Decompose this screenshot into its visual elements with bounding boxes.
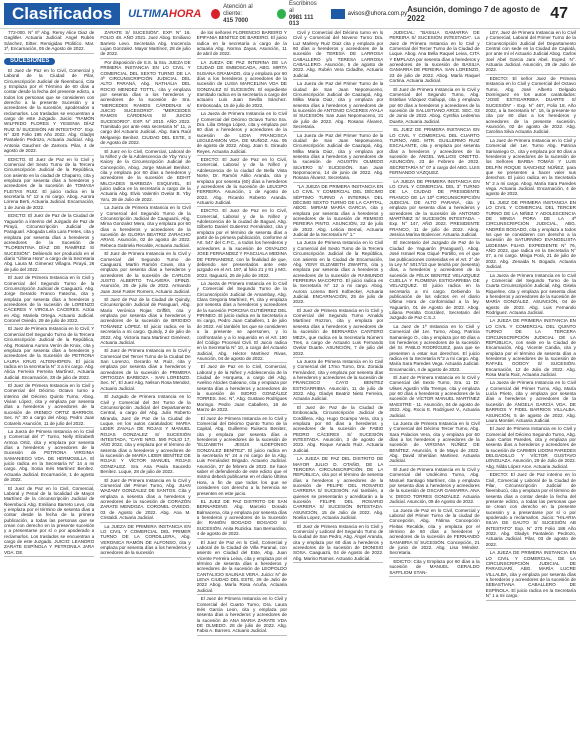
notice-divider bbox=[293, 306, 383, 307]
notice-divider bbox=[100, 346, 190, 347]
notice-divider bbox=[4, 155, 94, 156]
page-number: 47 bbox=[550, 5, 568, 22]
notice-text: EDICTO. El Juez de Paz en lo Civil, Comercial, Laboral y de la Niñez y Adolescencia de la ciudad de Bagual, Abg. Gilberto Daniel Gutierrez Fernández, cita y emplaza por el término de sesenta días a partir de la primera publicación, conforme al Art. 547 del C.P.C., a todos los herederos y acreedores a la sucesión de OSVALDO JOSE FERNANDEZ Y PASCUALA MEDINA DE FERNANDEZ, con la finalidad de que, debiendo ser presentados ante este juzgado en el Art. 197, al folio 21 y 91 y MG. 2022. Itaguazú, 25 de julio de 2022. bbox=[196, 208, 287, 278]
notice-text: EDICTO: El Juez de Paz de la Ciudad de Yaguarón a interino del Juzgado de Paz de Pirayú, Circunscripción Judicial de Paraguarí. Abogada Leila Lara Fretes, cita y emplaza por sesenta días a herederos y acreedores de la Sucesión de "FLORENTINA DÍAZ DE RAMÍREZ S/ SUCESIÓN". Debiendo ser producido en el diario "Última Hora" a cargo de la Secretaria Abg. Laura M. Gimenez Villagra. Pirayú, 26 de julio del 2022. bbox=[4, 213, 95, 272]
notice-divider bbox=[4, 53, 94, 54]
notice-divider bbox=[293, 454, 383, 455]
contact-email bbox=[331, 9, 407, 19]
notice-divider bbox=[100, 203, 190, 204]
notice-text: La Jueza de Primera Instancia en lo Civil y Comercial del Primer Turno, Abg. María Lucía Prieto, cita y emplaza por sesenta días a herederos y acreedores de la sucesión de ÁNGELA GARCÍA VDA. DE BARRIOS Y FIDEL BARRIOS VILLALBA. ASUNCIÓN, 5 de agosto de 2022. Abg. Laura Montiel. Actuaria Judicial. bbox=[485, 380, 576, 423]
notice-divider bbox=[4, 484, 94, 485]
notice-divider bbox=[293, 562, 383, 563]
notice-text: La Jueza de Primera Instancia en lo Civil y Comercial del Segundo Turno de la Cuarta Circunscripción Judicial, Abg. Gisela Riquelme, cita y emplaza por sesenta días a herederos y acreedores de la sucesión de MARÍA GONZÁLEZ. ASUNCIÓN, 04 de agosto de 2022. Abg. Luis Fernando Rodríguez. Actuaria Judicial. bbox=[485, 272, 576, 315]
contact-whatsapp-number: 0981 111 013 bbox=[289, 15, 314, 27]
notice-text: EL JUEZ DE PRIMERA INSTANCIA EN LO CIVIL Y COMERCIAL DEL CUARTO TURNO, ABG. MTR. GUILLERMO RUIZ ESCALANTE, cita y emplaza por sesenta días a herederos y acreedores de la sucesión de ÁNGEL WILLIOS ONETTO. ASUNCIÓN, 23 de Febrero de 2022. SECRETARÍA N° 07 a cargo del ABG. LUIS FERNANDO VÁZQUEZ. bbox=[389, 127, 480, 175]
notice-divider bbox=[100, 392, 190, 393]
notice-divider bbox=[389, 576, 479, 577]
notice-divider bbox=[197, 362, 287, 363]
notice-text: El Secretario del Juzgado de Paz de la Ciudad de Yaguarón (Paraguarí), Abog. José Ismael Roa Giqué Portillo, en el que las publicaciones contenidas en el Art. 2° de la Ley N° 5017/13 que tendrá por (sesenta) días, a herederos y acreedores de la sucesión de FÉLIX BENITEZ VELAZQUEZ CUELLA Y FLOMENA ESTIGARRIBIA DE VELAZQUEZ. El juicio radica en la secretaría a mi cargo. Debiendo la publicación de los edictos en el diario Última Hora de conformidad a la ley. Yaguarón, 01 de Agosto de 2022. Abog. Liliana Peralta González, Secretario del Juzgado de Paz C.S.J. bbox=[389, 240, 480, 321]
contact-phone bbox=[211, 4, 267, 24]
notice-divider bbox=[389, 177, 479, 178]
notice-text: La Jueza de Primera Instancia en lo Civil y Comercial del 7° Turno, Nelly Elizabeth Armoa Ortiz, cita y emplaza por sesenta días a herederos y acreedores de la Sucesión de PETRONA VIRGINIA SAMANIEGO VDA. DE HERMOSILLA. El juicio radica en la Secretaría N° 14 a mi cargo. Abg. Sonia Inés Martínez Benítez. Actuaria Judicial. Encarnación, 1 de agosto de 2022. bbox=[4, 429, 95, 483]
notice-text: EL JUEZ DE PAZ DISTRITO DE SAN BERNARDINO. Abg. Marcelo Dorado Balmacena, cita y emplaza por sesenta días a herederos y acreedores de la Sucesión de: RAMÓN BOGADO BOGADO S/ SUCESIÓN. Anita Ruzicka. San Bernardino, 4 de agosto de 2022. bbox=[196, 499, 287, 537]
notice-text: LA JUEZA DE PAZ INTERINA DE LA CIUDAD DE EMBOSCADA, ABG. MIRTA SUSANA GRAMADO, cita y emplaza por 60 días a los herederos y acreedores de la sucesión de LUISA MARCELINA VDA DE GONZALEZ S/ SUCESIÓN. El expediente tramitado radica en la secretaría a cargo del actuario Luis Juan Sevilla Sánchez. Emboscada, 15 de julio de 2022. bbox=[196, 59, 287, 108]
notice-text: LEY, Juez de Primera Instancia en lo Civil y Comercial, Laboral del Primer Turno de la Circunscripción Judicial del Departamento Central con sede en la Ciudad de Capiatá, por ante mí el Actuario Judicial Abog. Carlos Joel Abel Garcia Jara Abel. Exped. N°. Actuaria Judicial. Asunción, 29 de Julio de 2022. bbox=[485, 30, 576, 73]
column-1 bbox=[4, 30, 94, 754]
notice-divider bbox=[389, 238, 479, 239]
notice-text: El Juez de Primera Instancia en lo Civil y Comercial del Décimo Octavo turno a interino del Décimo Quinto Turno, Abog. Vivian López, cita y emplaza por sesenta días a herederos y acreedores de la sucesión de IRENEO ORTIZ BARRIOS. Sec. N° 30 a cargo del Abog. Pedro Juan Cotarelo Asunción, 11 de julio del 2022. bbox=[4, 383, 95, 426]
notice-divider bbox=[100, 58, 190, 59]
notice-divider bbox=[486, 198, 576, 199]
notice-text: El Juez de Paz en lo Civil, Comercial, Laboral y Penal de la localidad de Mayor Martínez de la circunscripción Judicial de Ñeembucú Abg. Emiliano Barreto Levo, cita y emplaza por el término de sesenta días a contar desde la fecha de la primera publicación, a todas las personas que se crean con derecho en la presente sucesión y a presentarse por sí o por apoderado a reclamarlos. Los traslados se encuentran a cargo de este Juzgado. JUICIO: LEANDRO ZARATE ESPÍNOLA Y PETRONILA JARA VDA. DE bbox=[4, 485, 95, 555]
notice-divider bbox=[197, 109, 287, 110]
notice-divider bbox=[4, 273, 94, 274]
section-brand: Clasificados bbox=[4, 3, 120, 25]
column-6 bbox=[486, 30, 576, 754]
notice-text: El Juez de Primera Instancia en lo Civil y Comercial del Décimo Quinto Turno de la Capital, Abg. Guillermo Ruiseco Benitez, cita y emplaza por sesenta días a herederos y acreedores de la sucesión de "ELIZABETH JESÚS ILDEFONSO GONZALEZ BENÍTEZ". El juicio radica en la secretaría N° 24 a mi cargo de la Abg. Luis Fernández Brigado. Actuario Judicial. Asunción, 27 de febrero de 2022. Se hace saber el defendiendo de este edicto que el mismo deberá publicarse en el diario Última Hora, a fin de que todos los que se consideren con derecho a la herencia se presenten en este juicio. bbox=[196, 415, 287, 496]
notice-divider bbox=[100, 557, 190, 558]
notice-text: El Juez de Paz en lo Civil, Comercial y Laboral de la Ciudad de Villa Paranal, con asiento en Ciudad del Este, Abg. Juan Vicente Ferreira Leiva, cita y emplaza por el término de sesenta días a herederos y acreedores de la sucesión de LEOPOLDO CANTALICIO SALINAS VERA. Juicio: N° de LEIVA CIUDAD DEL ESTE, 28 de Julio de 2022 Abog. María Rosa Acuña, Actuaria Judicial. bbox=[196, 539, 287, 593]
mail-icon bbox=[331, 9, 345, 19]
notice-divider bbox=[197, 497, 287, 498]
notice-divider bbox=[4, 324, 94, 325]
notice-divider bbox=[389, 557, 479, 558]
notice-text: El Juez de Primera Instancia en lo Civil y Comercial Del Tercer Turno de la Ciudad De San Lorenzo, Gerardo M. Ruiz, cita y emplaza por sesenta días a herederos y acreedores de la sucesión de PRIMERA ORTIGOZA BARBOZA - SAN LORENZO. Sec. N°, El Juez Abg. Nelson Rosa Mendez, Actuario Judicial. bbox=[100, 348, 191, 391]
notice-divider bbox=[293, 522, 383, 523]
notice-divider bbox=[100, 147, 190, 148]
notice-divider bbox=[389, 322, 479, 323]
notice-text: La Juez de Primera Instancia en lo Civil y Comercial del 1er. Turno Abg. Patricia Samaniego O., cita y emplaza por 60 días a herederos y acreedores de la sucesión de los Señores BARBA TOMÁS Y LUIS DELFÍN ROQUE SANCHEZ NÚÑEZ, para que se presenten a hacer valer sus derechos. El juicio radica en la Secretaría N° 2 a mi cargo. Abog. María Sara Paredes Vega. Actuaria Judicial. Encarnación, 4 de agosto de 2022. bbox=[485, 137, 576, 197]
notice-text: La Jueza de Primera Instancia en lo Civil y Comercial del Segundo Turno de la Circunscripción Judicial de Caaguazú, Abg. Mirna Gonzalez Mera, cita y emplaza por 60 días a herederos y acreedores de la sucesión de GLORIA BEATRIZ ZARACHO ARIAS. Asunción, 02 de agosto de 2022. Rebeca Gabriela Recalde, Actuaria Judicial. bbox=[100, 205, 191, 248]
notice-text: El Juez de Primera Instancia en lo Civil y Comercial del Cuarto Turno, Dra. Laura Inés Garcia Leon, cita y emplaza por sesenta días a herederos y acreedores de la sucesión de ANA MARIA ZARATE VDA DE OLMEDO. 28 de julio de 2022. Abg. Fabio A. Barrero. Actuario Judicial. bbox=[196, 596, 287, 634]
notice-text: EDICTO: El Juez de Paz en lo Civil, Comercial, Laboral y de la Niñez y Adolescencia de la ciudad de Bella Vista Norte, Dr. Ramón Atilio Aranda, cita y emplaza por sesenta (60) días a herederos y acreedores de la sucesión de LEUCIPO FERREIRA. Asunción, 1 de Agosto de 2022. Abg. Ricardo Roberto Aranda. Actuario Judicial. bbox=[196, 157, 287, 205]
notice-text: Civil y Comercial del Décimo turno en lo Civil y Comercial del Noveno Turno Dra. Luz Marleny Ruiz Diaz cita y emplaza por 60 días a herederos y acreedores de la sucesión de TERESA DE LARROSA CABALLERO y/o TERESA LARROSA CABALLERO. Asunción, 5 de agosto de 2022. Abg. Rubén Vera Cidadhe, Actuario Judicial. bbox=[292, 30, 384, 78]
notice-divider bbox=[389, 506, 479, 507]
notice-divider bbox=[389, 125, 479, 126]
notice-text: EDICTO: El señor Juez de Primera Instancia en lo Civil y Comercial del Octavo Turno, Abg. José Alberto Delgado Domínguez en los autos caratulados: "JOSÉ ESTIGARRIBIA DUARTE S/ SUCESIÓN" - Exp. N° 467, Folio 18, Año 2022, a la Secretaría N°. 16, la presente se cita por 60 días a los herederos y acreedores de la presente sucesión. Asunción, 02 de agosto de 2022. Abg. Carolina Silva Actuaria Judicial. bbox=[485, 75, 576, 135]
notice-text: La Jueza de Paz del Primer Turno de la ciudad de San Juan Nepomuceno, Circunscripción Judicial de Caazapá, Abg. Milka Maria Diaz, cita y emplaza por sesenta días a herederos y acreedores de la sucesión de ANTONIO CÁCERES AYALA S/ SUCESIÓN. San Juan Nepomuceno, 21 de julio de 2022. Abg. Rosana Álvarez, Secretaria. bbox=[292, 81, 384, 130]
notice-text: La Juez de 1ª Instancia en lo Civil y Comercial del 1er. Turno, Abog. Patricia Samaniego O., cita y emplaza por 60 días a los herederos y acreedores de la sucesión del Sr. PABLO RODRÍGUEZ, para que se presenten a estar sus derechos. El juicio radica en la Secretaría N°2 a mi cargo. Abg. María Sara Paredes Vega. Actuaria Judicial. Encarnación, 4 de agosto de 2022. bbox=[389, 323, 480, 372]
notice-text: El Juez de Paz en lo Civil, Comercial, Laboral y de la Niñez y Adolescencia de la Ciudad de Horqueta, a cargo del Abg. Avelino Alcides Galeano, cita y emplaza por sesenta días a herederos y acreedores de la sucesión de ISIDRO GONZÁLEZ TORRES. Sec. N°, Abg. Gustavo Rodrigues Moringo. Pedro Juan Caballero, 18 de Marzo de 2022. bbox=[196, 364, 287, 413]
notice-divider bbox=[293, 357, 383, 358]
notice-text: LA JUEZA DE PRIMERA INSTANCIA EN LO CIVIL Y COMERCIAL DEL 3° TURNO DE LA CIUDAD DE PRESIDENTE FRANCO DE LA 10ª CIRCUNSCRIPCIÓN JUDICIAL DE ALTO PARANÁ, cita y emplaza por sesenta días a herederos y acreedores de la sucesión de ANTONIO MARTÍNEZ S/ SUCESIÓN INTESTADA. - Exp. N° 147, AÑO 2022. PRESIDENTE FRANCO, 11 de julio de 2022. Abog. Jessica Marina Bodeccer. Actuaria Judicial. bbox=[389, 178, 480, 237]
notice-divider bbox=[293, 238, 383, 239]
newspaper-logo bbox=[128, 8, 201, 20]
logo-hora: HORA bbox=[168, 8, 202, 20]
notice-text: La Jueza de Paz del Primer Turno de la ciudad de San Juan Nepomuceno, Circunscripción Judicial de Caazapá, Abg. Milka Maria Diaz, cita y emplaza por sesenta días a herederos y acreedores de la sucesión de AGUSTÍN OLMEDO SILVERO S/ SUCESIÓN. San Juan Nepomuceno, 14 de junio de 2022. Abg. Rosana Álvarez, Secretaria. bbox=[292, 132, 384, 181]
notice-divider bbox=[197, 58, 287, 59]
whatsapp-icon bbox=[277, 9, 286, 19]
notice-divider bbox=[4, 556, 94, 557]
notice-divider bbox=[389, 465, 479, 466]
notice-divider bbox=[100, 249, 190, 250]
classified-columns bbox=[4, 30, 576, 754]
notice-text: EDICTO: Cita y Emplaza por 60 días a la sucesión de MANUEL GERALDO SAFFLIOM STAN- bbox=[389, 558, 480, 575]
notice-text: La JUEZA DE PRIMERA INSTANCIA EN LO CIVIL Y COMERCIAL DEL PRIMER TURNO DE LA CORDILLERA, Abg. VERONICA RAMÓN DE ALFONSO, cita y emplaza por sesenta días a los herederos y acreedores de la sucesión bbox=[100, 523, 191, 556]
notice-divider bbox=[197, 206, 287, 207]
notice-text: LA JUEZA DE PRIMERA INSTANCIA EN LO CIVIL Y COMERCIAL DEL QUINTO TURNO DE LA TERCERA CIRCUNSCRIPCIÓN JUDICIAL DE LA REPÚBLICA, con sede en la Ciudad de Encarnación, Abg. Vicente Candia, cita y emplaza por el término de sesenta días a herederos y acreedores de la sucesión de RAFAEL GODOY S/ SUCESIÓN. Encarnación, 12 de Julio de 2022. Abg. Rosa María Ruiz, Actuaria Judicial. bbox=[485, 318, 576, 377]
notice-divider bbox=[197, 594, 287, 595]
notice-divider bbox=[197, 279, 287, 280]
notice-text: El Juez de Primera Instancia en lo Civil y Comercial del Segundo Turno de Caaguazú, Martín Ramón Cowin, cita y emplaza por sesenta días a herederos y acreedores de la sucesión de CARLOS JUSTO ALBERTO TALAVERA SPINZI. Asunción, 25 de julio de 2022. Armando Juan José Fuster Romero, Actuario Judicial. bbox=[100, 251, 191, 294]
notice-divider bbox=[293, 182, 383, 183]
notice-divider bbox=[486, 600, 576, 601]
notice-text: LA JUEZA DE PAZ DEL DISTRITO DE MAYOR JULIO D. OTAÑO, DE LA TERCERA CIRCUNSCRIPCIÓN DE LA REPÚBLICA, cita por el término de sesenta días a herederos y acreedores de la sucesión de PELIPE DEL ROSARIO CARRERA S/ SUCESIÓN. Así también, a quienes se presentarán y acreditarán a la sucesión FELIPE DEL ROSARIO CARRERA S/ SUCESIÓN INTESTADA. ASUNCIÓN, 15 de Julio de 2022. Abg. Noelia Lopez, Actuaria Judicial. bbox=[292, 456, 384, 521]
notice-divider bbox=[197, 538, 287, 539]
notice-text: El Juez de Primera Instancia en lo Civil y Comercial del Undécimo Turno, Abg. Manuel Santiago Martínez, cita y emplaza por sesenta días a herederos y acreedores de la sucesión de OSCAR GAMARRA. ANA V. DIEGO TORRES GONZÁLEZ. Actuaria Judicial. Asunción, 09 de Agosto de 2022. bbox=[389, 466, 480, 505]
notice-divider bbox=[389, 373, 479, 374]
contact-whatsapp bbox=[277, 1, 320, 27]
notice-text: de los señores FLORENCIO BAREIRO Y EPIFANIA BENÍTEZ DE BAREIRO. El juicio radica en la secretaría a cargo de la actuaria Abg. Norma Zayas, Asunción, 11 de abril de 2022. bbox=[196, 30, 287, 57]
notice-text: El Juez de Paz de la Ciudad de Quindy, Circunscripción Judicial de Paraguarí, Abg. María Verónica Rojas Griffith, cita y emplaza por sesenta días a herederos y acreedores de la sucesión de BRIGIDO TOÑANEZ LÓPEZ. El juicio radica en la secretaría a mi cargo. Quindy, 2 de julio de 2022. Abg. Victoria Sara Martinez Giménez, Actuaria Judicial. bbox=[100, 297, 191, 345]
phone-icon bbox=[211, 9, 220, 19]
notice-divider bbox=[486, 136, 576, 137]
notice-divider bbox=[100, 522, 190, 523]
notice-text: La Jueza de Primera Instancia en lo Civil y Comercial del Segundo Turno de la Circunscripción Judicial de Amambay, Abg. Clara Gregoria Martínez, Pi, cita y emplaza por sesenta días a herederos y acreedores de la sucesión PORCINA GUTIÉRREZ DEL PIRINEO. El juicio radica en la Secretaría a mi cargo, Pedro Juan Caballero, 1 de julio de 2022. Así también los que se consideren a la presente se apersonen, y lo confrontarán y a lo requerido en el Art. 180 del Código Procesal Civil. El Juicio radica en la Secretaría N° 10, a cargo del Actuario Judicial, Abg. Héctor Martínez Rivas, Asunción, 04 de agosto de 2022. bbox=[196, 281, 287, 361]
notice-divider bbox=[486, 378, 576, 379]
notice-divider bbox=[100, 295, 190, 296]
notice-divider bbox=[486, 316, 576, 317]
section-heading: SUCESIONES bbox=[4, 58, 55, 65]
notice-divider bbox=[4, 381, 94, 382]
notice-text: La Jueza de Primera Instancia en lo Civil y Comercial del Décimo Tercer Turno, Abg. Sara Palacios Vera, cita y emplaza por 60 días a los herederos y acreedores de la sucesión de VIRGINIA NÚÑEZ DE BENÍTEZ. Asunción, 6 de Mayo de 2022. Abg. David Sheridan Martinez. Actuaria Judicial. bbox=[389, 421, 480, 464]
notice-divider bbox=[293, 403, 383, 404]
notice-divider bbox=[389, 419, 479, 420]
notice-text: El Juez de Primera Instancia en lo Civil y Comercial del Sexto Turno, Sra. 11 Dr. Ulises Agustín Villa Tremps, cita y emplaza por 60 días a herederos y acreedores de la sucesión de VÍCTOR MANUEL MARTÍNEZ MAESTRE - 11. Asunción, 04 de agosto de 2022. Abg. Rocio E. Rodríguez V., Actuaria Judicial. bbox=[389, 375, 480, 418]
notice-text: La Jueza de Paz en lo Civil, Comercial y Laboral del Primer Turno de la ciudad de Concepción, Abg. Fátima Concepción Fleitas Recalde, cita y emplaza por el término de 60 días a herederos y acreedores de la sucesión de FERNANDO SANABRIA S/ SUCESIÓN. Concepción, 21 de junio de 2022. Abg. Lisa Méndez. Secretaria. bbox=[389, 507, 480, 556]
notice-text: El Juez de Primera Instancia en lo Civil y Comercial del Primer Turno, Abg. JUAN WAZAMY GONZALEZ DE SANTOS. Cita y emplaza a sesenta días a herederos y acreedores de la sucesión de CORAZÓN ZARATE MENDOZA. CORONEL OVIEDO, 03 de Agosto de 2022. Abg. Ana M. Cristaldi. Actuaria Judicial. bbox=[100, 477, 191, 521]
column-3 bbox=[197, 30, 287, 754]
column-4 bbox=[293, 30, 383, 754]
notice-text: El Juez de Paz en lo Civil, Comercial y Laboral de la Ciudad de Pilar, Circunscripción Judicial de Ñeembucú, Cita y Emplaza por el Término de 60 días a contar desde la fecha del presente edicto, a todos los personas que se consideren con derecho a la presente Sucesión y a acreedores de la sucesión, apoderados a reclamarlos. Los traslados se encuentran a cargo de este Juzgado. Juicio: "RAMÓN WILFRIDO FLORES Y YESENIA DÍAZ RUIZ S/ SUCESIÓN AB INTESTATO". Exp. N° 320 Folio 195 Año 2022. Abg. Gladys Pantaleón Pedrozo, Actuaria Judicial. Abg. Antonia Gauchez de Zamora. Pilar, 4 de agosto de 2022. bbox=[4, 67, 95, 154]
notice-text: LA JUEZA DE PRIMERA INSTANCIA EN LO CIVIL Y COMERCIAL, DE LA CIRCUNSCRIPCIÓN JUDICIAL DE PARAGUARÍ, ABG. MARÍA LUCRE VILLALBA, cita y emplaza por sesenta días a herederos y acreedores de la sucesión de SEBASTIANA CABALLERO DE ESPÍNOLA. El juicio radica en la Secretaría N° 1 a mi cargo. bbox=[485, 550, 576, 599]
contact-whatsapp-label: Escribinos al bbox=[289, 1, 317, 14]
notice-text: El Juez de Primera Instancia en lo Civil y Comercial del Décimo Segundo Turno, Abg. Juan Carlos Paredes, cita y emplaza por sesenta días a herederos y acreedores de la sucesión de CARMEN LIDONI PAREDES DELGADILLO Y VÍCTOR GUSTAVO LENGUAZA. Asunción, 29 de Julio de 2022. Abg. Nilda López Arce. Actuaria Judicial. bbox=[485, 426, 576, 469]
notice-text: "LA JUEZA DE PRIMERA INSTANCIA EN LO CIVIL Y COMERCIAL DEL DÉCIMO SÉPTIMO TURNO A INTERINA DEL DÉCIMO SEXTO TURNO DE LA CAPITAL, ABOG. MIRIAM MARÍA GARCIA, cita y emplaza por sesenta días a herederos y acreedores de la sucesión de REMIGIO PEREIRA PINTO. ASUNCIÓN, 22 de julio de 2022. Abg. Leticia Bernal, Actuaria Judicial de la Secretaría N° 1." bbox=[292, 183, 384, 237]
notice-text: JUDICIAL: "BASILIA GAMARRA DE PEREIRA S/ SUCESIÓN INTESTADA". La Juez de Primera Instancia en lo Civil y Comercial del Tercer Turno de la Ciudad de Luque. Abog. Ana Bella Raquel Leiva, CITA Y EMPLAZA por sesenta días a herederos y acreedores de la sucesión de BASILIA GAMARRA DE PEREIRA. SAN LORENZO, 23 de julio de 2022. Abog. María Raquel Cortina. Actuaria Judicial. bbox=[389, 30, 480, 84]
notice-text: La Jueza de Primera Instancia en lo Civil y Comercial del Sexto Turno de la Tercera Circunscripción Judicial de la República, con asiento en la Ciudad de Encarnación, Abg. YENY ELIZABETH ZWARTS, cita y emplaza por sesenta días a herederos y acreedores de la sucesión de RAIMUNDO FERREIRA MACORITO. El juicio radica en la Secretaría N° 12 a mi cargo. Abog. Aurora Lorena Berti Kolbecker, Actuaria Judicial. ENCARNACIÓN, 25 de julio de 2022. bbox=[292, 240, 384, 305]
email-address: avisos@uhora.com.py bbox=[347, 11, 408, 17]
notice-text: ZARATE S/ SUCESIÓN". EXP. N° 16. FOLIO 48. AÑO 2021. Juez Abog. Emiliano Barreto Levo. Secretaria Abg. Inocencia Lujan Gonzalez. Mayor Martínez, 28 de julio de 2022. bbox=[100, 30, 191, 57]
notice-text: 772-000. N° 8º Abg. Remy Alice Diaz de Gaglitler. Actuaria Judicial: Angel Rubén Sánchez, Eitter. Remigidao Ptolitíco. Mar. 1ª, Encarnación, 05 de Agosto de 2022. bbox=[4, 30, 95, 52]
notice-divider bbox=[486, 470, 576, 471]
page-header bbox=[0, 0, 580, 29]
notice-text: El Juez de Primera Instancia en lo Civil y Comercial del Segundo Turno, Abg. Esteban Vázquez Galluppi, cita y emplaza por 60 días a herederos y acreedores de la sucesión de SALUSTIANO ARCE. SEC. 03 de Junio de 2022. Abog. Cynthia Ledesma Duarte, Actuaria Judicial. bbox=[389, 86, 480, 124]
notice-text: El Juez de Primera Instancia en lo Civil y Comercial del Segundo Turno de la Circunscripción Judicial de Caaguazú. Abg. Jorge Gerardo Franco Fatecha, cita y emplaza por sesenta días a herederos y acreedores de la sucesión de LORENZO CÁCERES Y VIRGILIA CACERES. Actúa en Abg. Mariela Ortega. Actuario Judicial. Coronel Oviedo, 29 de julio de 2022. bbox=[4, 275, 95, 323]
notice-text: EDICTO. El Juez de Paz en lo Civil y Comercial del Sexto Turno de la Tercera Circunscripción Judicial de la República, con asiento en la ciudad de Chaparro, cita y emplaza por sesenta días a herederos y acreedores de la sucesión de TOMASA FLEITAS RUIZ. El juicio radica en la secretaría N° 12 a mi cargo. Abog. Aurora Lorena Berti, Actuaria Judicial. Encarnación, 1 de Junio de 2022. bbox=[4, 156, 95, 210]
notice-divider bbox=[4, 211, 94, 212]
notice-text: EL JUEZ DE PRIMERA INSTANCIA EN LO CIVIL Y COMERCIAL DEL TERCER TURNO DE LA NIÑEZ Y ADOLESCENCIA DE MINGA PORA DE LA 4ª CIRCUNSCRIPCIÓN JUDICIAL, ABG. ANDRÉS BOGADO, cita y emplaza a todos los que se consideren con derecho a la sucesión de SATURNINO EVANGELISTA LEDESMA FILHO. EXPEDIENTE N° 76, AÑO 2022, que radica en la Secretaría N° 07, a mi cargo. Minga Porá, 21 de julio de 2022. Abg. Zenaida N. Bogado. Actuaria Judicial. bbox=[485, 199, 576, 269]
issue-date: Asunción, domingo 7 de agosto de 2022 bbox=[407, 5, 540, 23]
notice-text: La Jueza de Primera Instancia en lo Civil y Comercial del Décimo Octavo Turno Sra. Dra. Lilia Ortega López, cita y emplaza por 60 días a herederos y acreedores de la sucesión de LIDIA FRANCISCA LEGUIZAMON VDA. DE MUÑOZ. Asu. 05 de agosto de 2022. Abog. Joan S. Giraudo Reyes. Actuaria Judicial. bbox=[196, 111, 287, 154]
notice-divider bbox=[4, 427, 94, 428]
notice-divider bbox=[293, 79, 383, 80]
notice-divider bbox=[486, 74, 576, 75]
notice-text: El Juez de Primera Instancia en lo Civil, Y Comercial Del Segundo Turno de la Tercera Circunscripción Judicial de la República, Abg. Rosanna Aurora Verón de Knox, cita y emplaza por sesenta días a herederos y acreedores de la Sucesión de PETRONA LAURA KRUG ALTENHOFEN. El juicio radica en la secretaría N° 3 a mi cargo. Abg. Alicia Ferreira Ferreira Martínez, Actuaria Judicial. Encarnación, 28 de julio de 2022. bbox=[4, 326, 95, 380]
notice-divider bbox=[293, 131, 383, 132]
notice-text: El Juez en lo Civil, Comercial, Laboral de la Niñez y de la Adolescencia de Yby Ya'u y Kaiory de la Circunscripción Judicial de Concepción, Abog. Jorge Manuel Benítez, cita y emplaza por 60 días a herederos y acreedores de la sucesión de EDHIT MILCIADES BARBOZA ESQUIVEL, El juicio radica en la secretaría a cargo de la Actuaria Abg. Elvio Valentín Ovelar B. Yby Ya'u, 28 de Julio de 2022. bbox=[100, 148, 191, 202]
notice-divider bbox=[197, 635, 287, 636]
notice-divider bbox=[197, 155, 287, 156]
column-2 bbox=[100, 30, 190, 754]
notice-text: El Juez de Paz de la Ciudad de Emboscada, Circunscripción Judicial de Cordillera, Abg. Hugo Ocampo Vera, cita y emplaza por 60 días a herederos y acreedores de la sucesión de FABIO PEDRO CÁCERES S/ SUCESIÓN INTESTADA. Asunción, 3 de agosto de 2022. Abg. Roque Amado Ruiz. Actuaria Judicial. bbox=[292, 405, 384, 453]
column-5 bbox=[389, 30, 479, 754]
notice-divider bbox=[389, 85, 479, 86]
notice-divider bbox=[486, 548, 576, 549]
notice-text: El Juzgado de Primera Instancia en lo Civil y Comercial del 3er Turno de la Circunscripción Judicial del Departamento Central, a cargo del Abg. Julio Roberto Miranda, Juez de Paz de la Ciudad de Luque, en los autos caratulados: MARIA LIDER ZAVALA DE ROJAS Y MANUEL ROJAS GONZALEZ S/ SUCESIÓN INTESTADA, "CAYE NRO. 590 FOLIO 17, AÑO 2022, cita y emplaza por el término de sesenta días a herederos y acreedores de la sucesión de MARÍA LIDER BENÍTEZ DE ROJAS Y VÍCTOR MANUEL ROJAS GONZALEZ. Sra. Ana Paula Saucedo Benítez. Luque, 28 de julio de 2022. bbox=[100, 394, 191, 475]
notice-text: El Juez de Primera Instancia en lo Civil y Comercial y Laboral del Segundo Turno de la ciudad de San Pedro, Abg. Ángel Aranda, cita y emplaza por 60 días a herederos y acreedores de la sucesión de DIONISIO SOSA. Caaguazú, 04 de Agosto de 2022. Abg. Marino Ramos. Actuario Judicial. bbox=[292, 523, 384, 561]
notice-divider bbox=[100, 476, 190, 477]
notice-divider bbox=[486, 271, 576, 272]
notice-divider bbox=[197, 414, 287, 415]
notice-text: La Jueza de Primera Instancia en lo Civil y Comercial del 17mo Turno, Dra. Zoraida Fernández, cita y emplaza por sesenta días a herederos y acreedores de la sucesión de FRANCISCO CAYO BENÍTEZ ESTIGARRIBIA. Asunción, 11 de julio de 2022. Abg. Gladys Beatriz Nieto Ferreira, Actuaria Judicial. bbox=[292, 359, 384, 402]
contact-phone-number: 415 7000 bbox=[223, 18, 249, 24]
notice-divider bbox=[486, 424, 576, 425]
notice-text: El Juez de Primera Instancia en lo Civil y Comercial del Segundo Turno Arnaldo Martínez Rozzon, cita y emplaza por sesenta días a herederos y acreedores de la sucesión de BERNARDA CANTERO MEZA, que radica en la Secretaría Número Tres, a cargo de Actuario Luis Fernando Ovelar Duarte. ASUNCIÓN, 7 de julio del 2022. bbox=[292, 307, 384, 356]
contact-phone-label: Atención al cliente: bbox=[223, 4, 253, 17]
logo-ultima: ULTIMA bbox=[128, 8, 169, 20]
notice-text: Por disposición de S.S. la Sra. JUEZA DE PRIMERA INSTANCIA EN LO CIVIL Y COMERCIAL DEL SEXTO TURNO DE LA 4ª CIRCUNSCRIPCIÓN JUDICIAL DEL ALTO PARANÁ, Abg. NATHALIA DEL ROCIO MENDEZ TOTTL, cita y emplaza por sesenta días a los herederos y acreedores de la sucesión de Sra. "MERCEDES RAMOS CÁRDENAS s/ JUICIO SUCESORIO". "MERCEDES RAMOS CÁRDENAS S/ JUICIO SUCESORIO". EXP. N° 2010. AÑO 2022. Tramitado por ante esta secretaría N° 11, a cargo del Actuario Judicial. Abg. Sara Raúl Melgarejo Benítez. CIUDAD DEL ESTE, 3 de Agosto de 2022. bbox=[100, 59, 191, 146]
notice-text: EDICTO: El Juez de Paz interino en lo Civil, Comercial y Laboral de la Ciudad de Pilar, Circunscripción Judicial de Ñeembucú, cita y emplaza por el término de sesenta días a contar desde la fecha del presente edicto, a todas las personas que se crean con derecho en la presente sucesión y a presentarse por sí o por apoderado a reclamarlos. Juicio: "HILARIA SILVA DE GAUTO S/ SUCESIÓN AB INTESTATO" Exp. N° 270 Folio 186 Año 2022. Abg. Gladys Pantaleón Pedrozo, Actuaria Judicial. Pilar, 03 de agosto de 2022. bbox=[485, 472, 576, 547]
